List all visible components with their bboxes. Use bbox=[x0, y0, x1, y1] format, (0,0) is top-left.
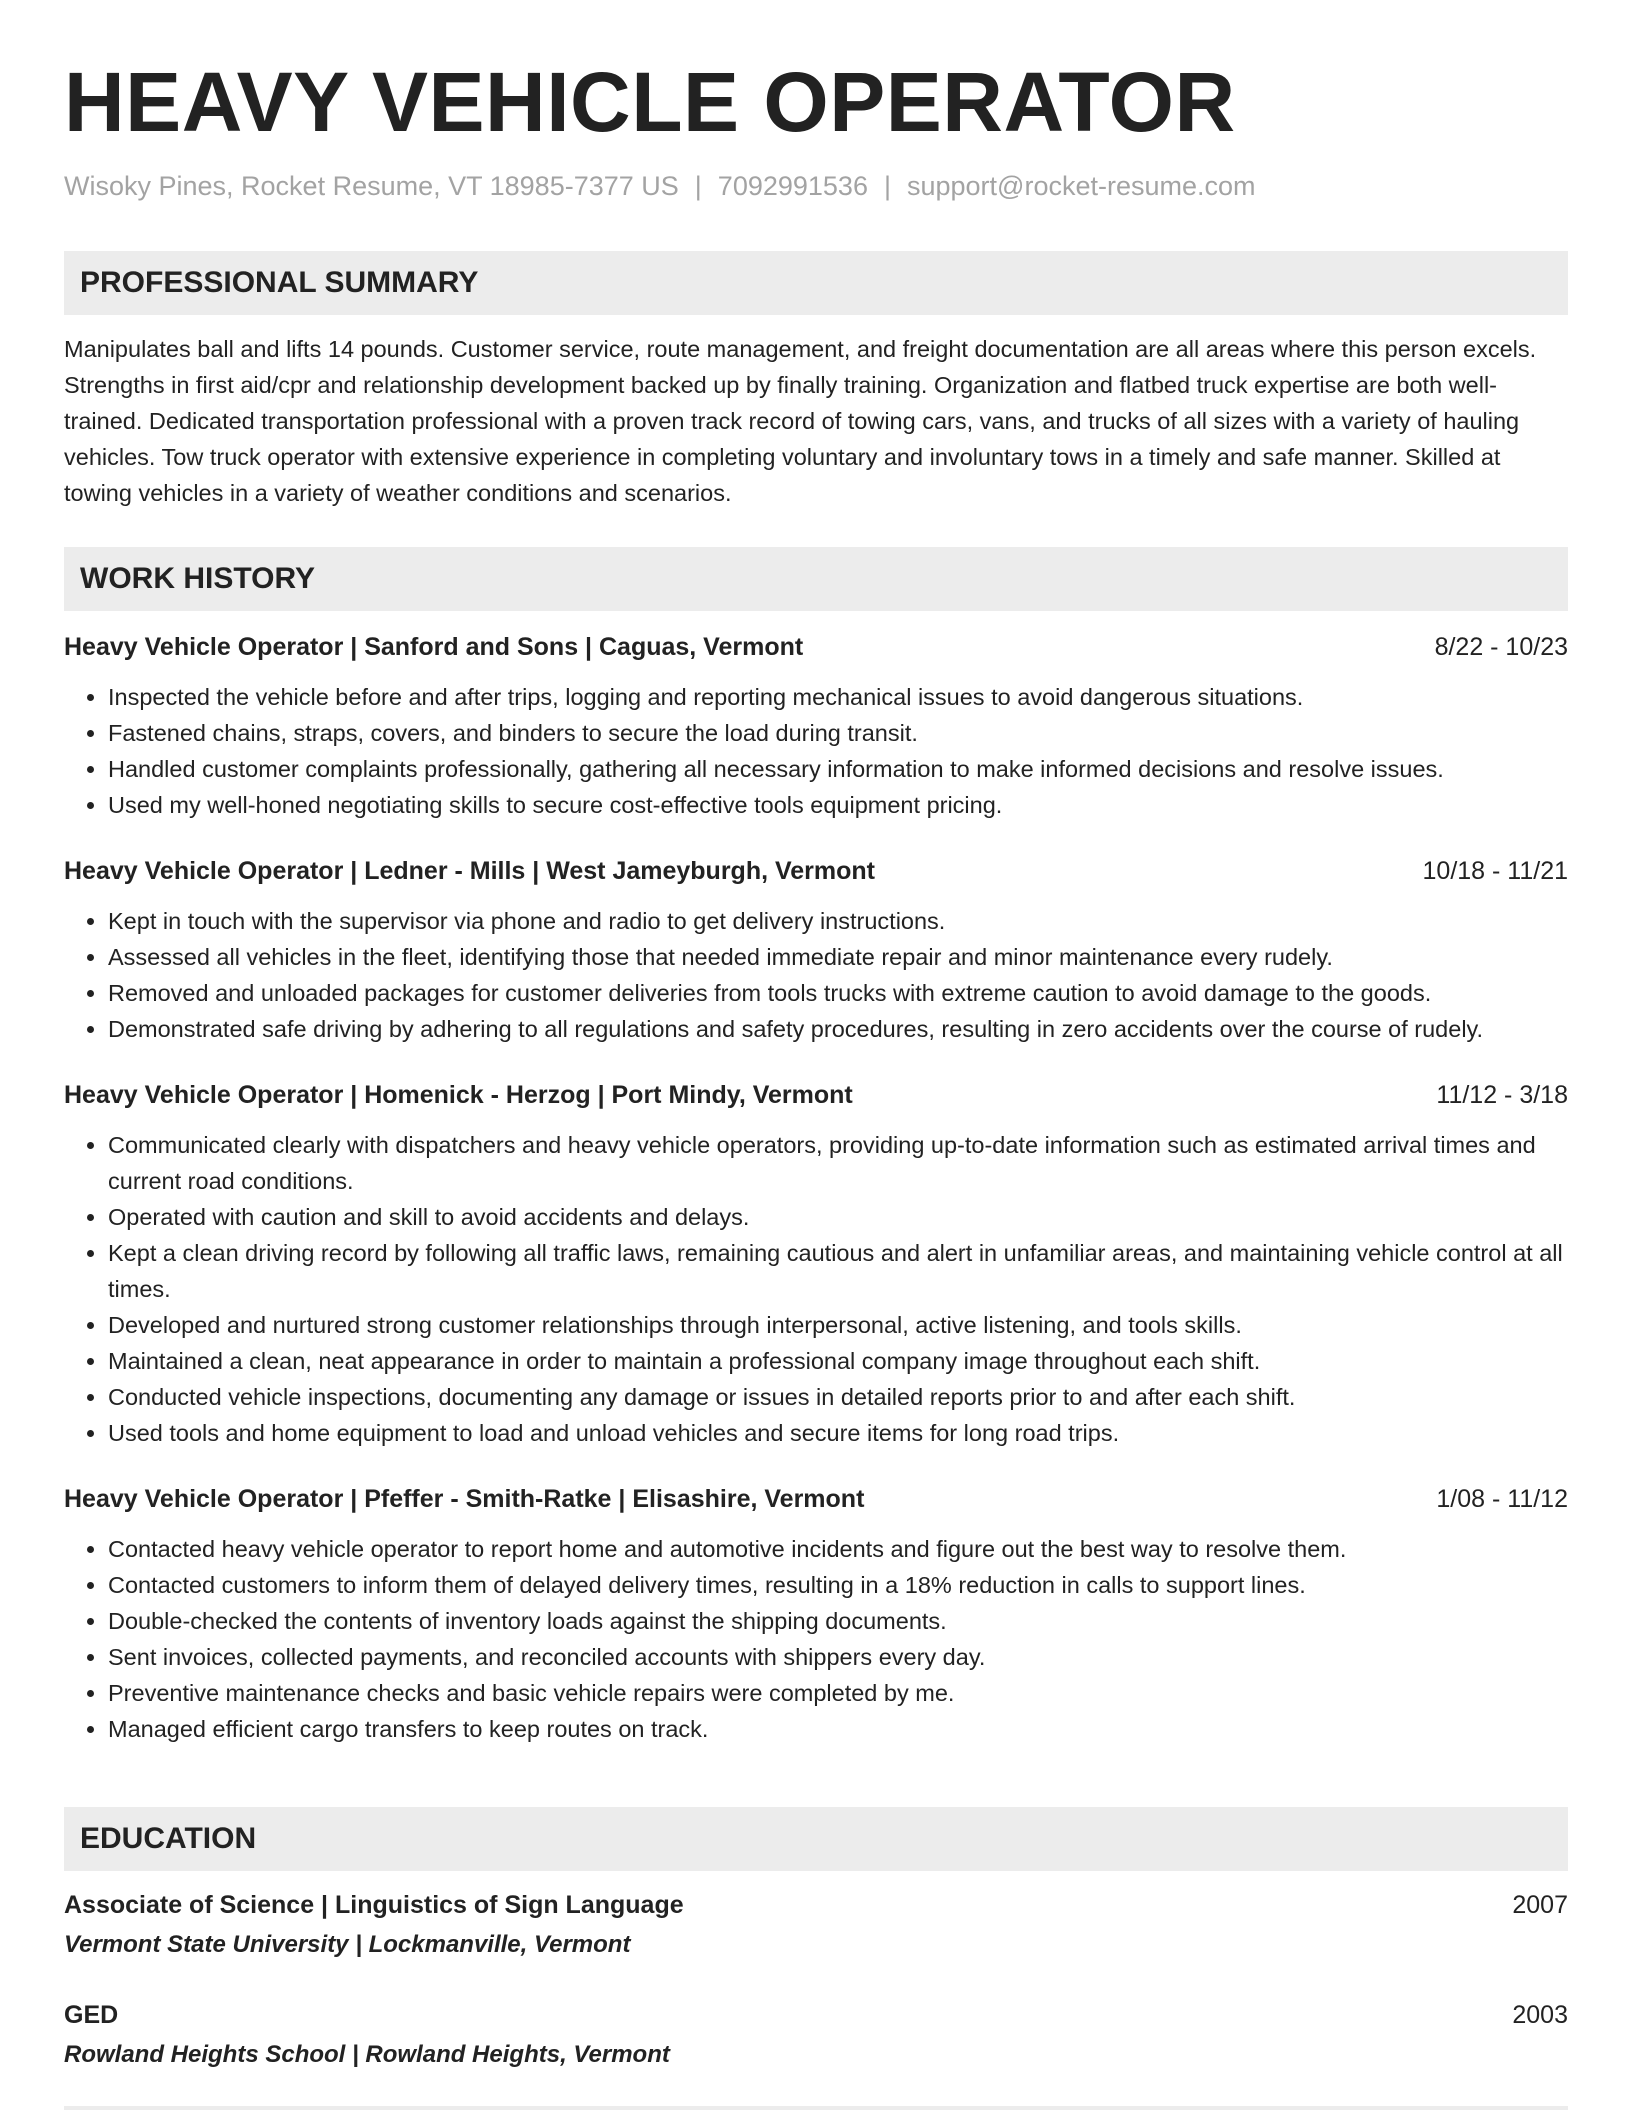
job-bullet: • Handled customer complaints professionally, gathering all necessary information to make informed decisions and resolve issues. bbox=[108, 751, 1568, 787]
education-degree: GED bbox=[64, 2001, 119, 2029]
education-entry bbox=[64, 1997, 1568, 2073]
job-bullet: • Kept a clean driving record by following all traffic laws, remaining cautious and alert in unfamiliar areas, and maintaining vehicle control at all times. bbox=[108, 1235, 1568, 1307]
job-bullet: • Operated with caution and skill to avoid accidents and delays. bbox=[108, 1199, 1568, 1235]
job-title: Heavy Vehicle Operator | Homenick - Herzog | Port Mindy, Vermont bbox=[64, 1081, 853, 1109]
job-dates: 11/12 - 3/18 bbox=[1436, 1081, 1568, 1109]
job-header bbox=[64, 1077, 1568, 1113]
contact-line bbox=[64, 168, 1568, 204]
contact-phone: 7092991536 bbox=[717, 171, 868, 201]
job-bullet: • Sent invoices, collected payments, and reconciled accounts with shippers every day. bbox=[108, 1639, 1568, 1675]
job-bullet: • Preventive maintenance checks and basic vehicle repairs were completed by me. bbox=[108, 1675, 1568, 1711]
job-bullet: • Developed and nurtured strong customer relationships through interpersonal, active listening, and tools skills. bbox=[108, 1307, 1568, 1343]
job-bullet: • Inspected the vehicle before and after trips, logging and reporting mechanical issues to avoid dangerous situations. bbox=[108, 679, 1568, 715]
work-history-section bbox=[64, 547, 1568, 1747]
job-dates: 1/08 - 11/12 bbox=[1436, 1485, 1568, 1513]
education-year: 2003 bbox=[1512, 2001, 1568, 2029]
job-bullet: • Managed efficient cargo transfers to keep routes on track. bbox=[108, 1711, 1568, 1747]
contact-address: Wisoky Pines, Rocket Resume, VT 18985-7377 US bbox=[64, 171, 679, 201]
education-section bbox=[64, 1807, 1568, 2073]
job-bullet: • Assessed all vehicles in the fleet, identifying those that needed immediate repair and minor maintenance every rudely. bbox=[108, 939, 1568, 975]
job-header bbox=[64, 629, 1568, 665]
job-bullet: • Demonstrated safe driving by adhering to all regulations and safety procedures, resulting in zero accidents over the course of rudely. bbox=[108, 1011, 1568, 1047]
summary-text: Manipulates ball and lifts 14 pounds. Customer service, route management, and freight documentation are all areas where this person excels. Strengths in first aid/cpr and relationship development backed up by finally training. Organization and flatbed truck expertise are both well-trained. Dedicated transportation professional with a proven track record of towing cars, vans, and trucks of all sizes with a variety of hauling vehicles. Tow truck operator with extensive experience in completing voluntary and involuntary tows in a timely and safe manner. Skilled at towing vehicles in a variety of weather conditions and scenarios. bbox=[64, 336, 1537, 506]
summary-section bbox=[64, 251, 1568, 511]
education-header bbox=[64, 1997, 1568, 2033]
job-bullet: • Maintained a clean, neat appearance in order to maintain a professional company image throughout each shift. bbox=[108, 1343, 1568, 1379]
job-bullet: • Double-checked the contents of inventory loads against the shipping documents. bbox=[108, 1603, 1568, 1639]
education-header bbox=[64, 1887, 1568, 1923]
education-degree: Associate of Science | Linguistics of Sign Language bbox=[64, 1891, 684, 1919]
job-bullets bbox=[64, 1127, 1568, 1451]
job-bullets bbox=[64, 903, 1568, 1047]
contact-separator: | bbox=[694, 171, 702, 201]
job-bullets bbox=[64, 679, 1568, 823]
job-title: Heavy Vehicle Operator | Sanford and Sons | Caguas, Vermont bbox=[64, 633, 804, 661]
bottom-divider bbox=[64, 2106, 1568, 2110]
job-title: Heavy Vehicle Operator | Ledner - Mills | West Jameyburgh, Vermont bbox=[64, 857, 876, 885]
job-entry bbox=[64, 629, 1568, 823]
education-year: 2007 bbox=[1512, 1891, 1568, 1919]
job-list bbox=[64, 629, 1568, 1747]
contact-email: support@rocket-resume.com bbox=[906, 171, 1256, 201]
job-bullet: • Fastened chains, straps, covers, and binders to secure the load during transit. bbox=[108, 715, 1568, 751]
job-bullet: • Conducted vehicle inspections, documenting any damage or issues in detailed reports prior to and after each shift. bbox=[108, 1379, 1568, 1415]
job-entry bbox=[64, 853, 1568, 1047]
education-entry bbox=[64, 1887, 1568, 1963]
resume-page bbox=[64, 0, 1568, 2068]
job-bullets bbox=[64, 1531, 1568, 1747]
job-entry bbox=[64, 1481, 1568, 1747]
contact-separator: | bbox=[883, 171, 891, 201]
job-bullet: • Kept in touch with the supervisor via phone and radio to get delivery instructions. bbox=[108, 903, 1568, 939]
job-header bbox=[64, 1481, 1568, 1517]
section-heading-education: EDUCATION bbox=[64, 1807, 1568, 1871]
job-header bbox=[64, 853, 1568, 889]
job-bullet: • Removed and unloaded packages for customer deliveries from tools trucks with extreme caution to avoid damage to the goods. bbox=[108, 975, 1568, 1011]
job-bullet: • Used tools and home equipment to load and unload vehicles and secure items for long road trips. bbox=[108, 1415, 1568, 1451]
job-bullet: • Contacted customers to inform them of delayed delivery times, resulting in a 18% reduction in calls to support lines. bbox=[108, 1567, 1568, 1603]
job-dates: 10/18 - 11/21 bbox=[1422, 857, 1568, 885]
candidate-name: HEAVY VEHICLE OPERATOR bbox=[64, 55, 1236, 149]
job-entry bbox=[64, 1077, 1568, 1451]
section-heading-work-history: WORK HISTORY bbox=[64, 547, 1568, 611]
job-bullet: • Communicated clearly with dispatchers and heavy vehicle operators, providing up-to-date information such as estimated arrival times and current road conditions. bbox=[108, 1127, 1568, 1199]
job-dates: 8/22 - 10/23 bbox=[1434, 633, 1568, 661]
education-school: Rowland Heights School | Rowland Heights, Vermont bbox=[64, 2041, 670, 2068]
education-school: Vermont State University | Lockmanville, Vermont bbox=[64, 1931, 631, 1958]
job-bullet: • Contacted heavy vehicle operator to report home and automotive incidents and figure out the best way to resolve them. bbox=[108, 1531, 1568, 1567]
job-title: Heavy Vehicle Operator | Pfeffer - Smith-Ratke | Elisashire, Vermont bbox=[64, 1485, 865, 1513]
section-heading-summary: PROFESSIONAL SUMMARY bbox=[64, 251, 1568, 315]
job-bullet: • Used my well-honed negotiating skills to secure cost-effective tools equipment pricing. bbox=[108, 787, 1568, 823]
